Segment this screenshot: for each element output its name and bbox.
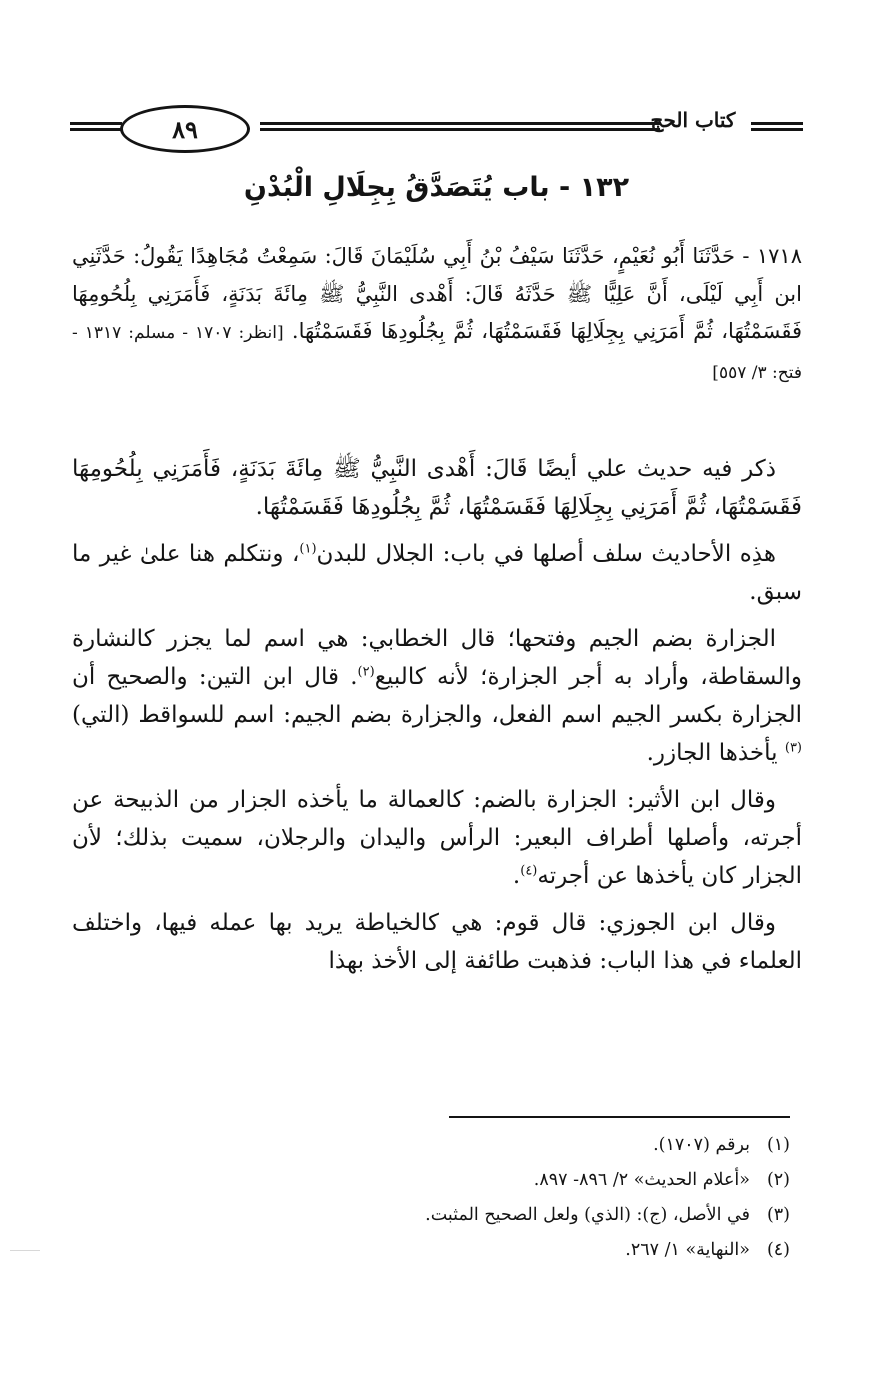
- footnote-ref[interactable]: (٤): [520, 863, 538, 879]
- scan-speck: [10, 1250, 40, 1251]
- footnote-ref[interactable]: (٣): [784, 740, 802, 756]
- commentary-paragraph: [72, 450, 802, 526]
- footnote-item: [100, 1163, 790, 1198]
- footnote-text: «أعلام الحديث» ٢/ ٨٩٦- ٨٩٧.: [533, 1170, 750, 1190]
- commentary-text: وقال ابن الجوزي: قال قوم: هي كالخياطة يريد بها عمله فيها، واختلف العلماء في هذا الباب: فذهبت طائفة إلى الأخذ بهذا: [72, 910, 802, 974]
- page-number-text: ٨٩: [172, 114, 198, 144]
- commentary: [72, 450, 802, 989]
- page-number: [120, 105, 250, 153]
- commentary-paragraph: [72, 904, 802, 980]
- hadith-block: [72, 238, 802, 392]
- footnote-text: في الأصل، (ج): (الذي) ولعل الصحيح المثبت.: [425, 1205, 750, 1225]
- footnote-text: «النهاية» ١/ ٢٦٧.: [625, 1240, 750, 1260]
- header-rule-left: [70, 122, 122, 134]
- hadith-reference: [انظر: ١٧٠٧ - مسلم: ١٣١٧ - فتح: ٣/ ٥٥٧]: [72, 323, 802, 383]
- footnote-mark: (٤): [766, 1240, 790, 1260]
- hadith-text: ١٧١٨ - حَدَّثَنَا أَبُو نُعَيْمٍ، حَدَّثَنَا سَيْفُ بْنُ أَبِي سُلَيْمَانَ قَالَ: سَمِعْتُ مُجَاهِدًا يَقُولُ: حَدَّثَنِي ابن أَبِي لَيْلَى، أَنَّ عَلِيًّا ﷺ حَدَّثَهُ قَالَ: أَهْدى النَّبِيُّ ﷺ مِائَةَ بَدَنَةٍ، فَأَمَرَنِي بِلُحُومِهَا فَقَسَمْتُهَا، ثُمَّ أَمَرَنِي بِجِلَالِهَا فَقَسَمْتُهَا، ثُمَّ بِجُلُودِهَا فَقَسَمْتُهَا.: [72, 244, 802, 343]
- commentary-text: وقال ابن الأثير: الجزارة بالضم: كالعمالة ما يأخذه الجزار من الذبيحة عن أجرته، وأصلها أطراف البعير: الرأس واليدان والرجلان، سميت بذلك؛ لأن الجزار كان يأخذها عن أجرته: [72, 787, 802, 889]
- commentary-text: هذِه الأحاديث سلف أصلها في باب: الجلال للبدن: [316, 541, 776, 567]
- footnote-ref[interactable]: (١): [299, 541, 317, 557]
- commentary-paragraph: [72, 535, 802, 611]
- commentary-text: يأخذها الجازر.: [646, 740, 785, 766]
- header-rule-right: [751, 122, 803, 134]
- footnotes-list: [100, 1128, 790, 1268]
- commentary-paragraph: [72, 781, 802, 895]
- footnote-mark: (١): [766, 1135, 790, 1155]
- book-title: كتاب الحج: [650, 108, 736, 132]
- chapter-heading: ١٣٢ - باب يُتَصَدَّقُ بِجِلَالِ الْبُدْنِ: [243, 172, 630, 203]
- footnote-item: [100, 1198, 790, 1233]
- running-header: [70, 100, 803, 160]
- footnote-item: [100, 1128, 790, 1163]
- header-rule-middle: [260, 122, 660, 134]
- commentary-paragraph: [72, 620, 802, 772]
- commentary-text: ، ونتكلم هنا علىٰ غير ما سبق.: [72, 541, 802, 605]
- footnote-ref[interactable]: (٢): [357, 664, 375, 680]
- commentary-text: الجزارة بضم الجيم وفتحها؛ قال الخطابي: هي اسم لما يجزر كالنشارة والسقاطة، وأراد به أجر الجزارة؛ لأنه كالبيع: [72, 626, 802, 690]
- footnote-text: برقم (١٧٠٧).: [653, 1135, 750, 1155]
- commentary-text: .: [512, 863, 521, 889]
- commentary-text: ذكر فيه حديث علي أيضًا قَالَ: أَهْدى النَّبِيُّ ﷺ مِائَةَ بَدَنَةٍ، فَأَمَرَنِي بِلُحُومِهَا فَقَسَمْتُهَا، ثُمَّ أَمَرَنِي بِجِلَالِهَا فَقَسَمْتُهَا، ثُمَّ بِجُلُودِهَا فَقَسَمْتُهَا.: [72, 456, 802, 520]
- commentary-text: . قال ابن التين: والصحيح أن الجزارة بكسر الجيم اسم الفعل، والجزارة بضم الجيم: اسم للسواقط (التي): [72, 664, 802, 728]
- footnote-mark: (٢): [766, 1170, 790, 1190]
- footnote-mark: (٣): [766, 1205, 790, 1225]
- footnote-separator: [449, 1116, 790, 1118]
- footnote-item: [100, 1233, 790, 1268]
